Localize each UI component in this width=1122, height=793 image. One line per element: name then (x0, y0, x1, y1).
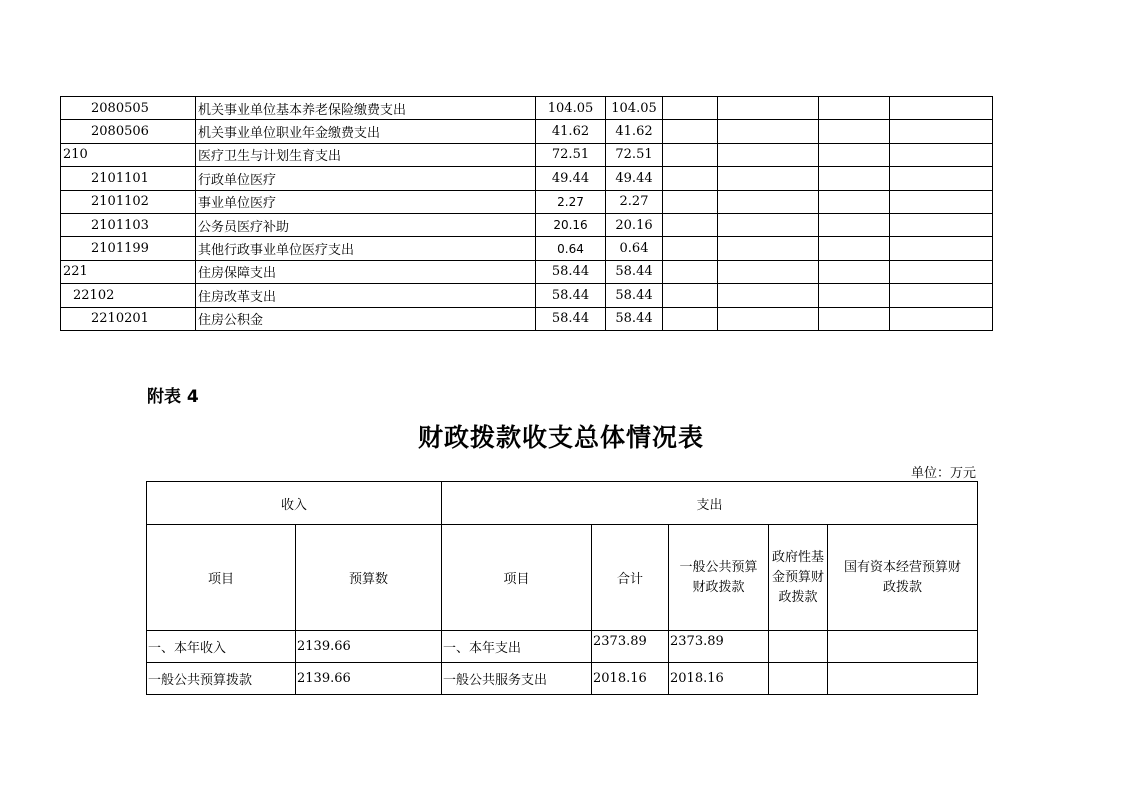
empty-cell (663, 190, 718, 213)
table-row (61, 143, 993, 166)
subject-code: 2080506 (61, 120, 196, 143)
table-row (61, 213, 993, 236)
empty-cell (890, 143, 993, 166)
expense-item: 一、本年支出 (442, 631, 592, 663)
subject-code: 2101101 (61, 167, 196, 190)
expense-total: 2373.89 (592, 631, 669, 663)
amount-basic: 49.44 (606, 167, 663, 190)
subject-code: 2101199 (61, 237, 196, 260)
subject-name: 住房改革支出 (196, 284, 536, 307)
subject-name: 其他行政事业单位医疗支出 (196, 237, 536, 260)
subject-name: 住房公积金 (196, 307, 536, 330)
empty-cell (718, 237, 819, 260)
income-item: 一、本年收入 (147, 631, 296, 663)
empty-cell (890, 284, 993, 307)
empty-cell (718, 260, 819, 283)
amount-basic: 72.51 (606, 143, 663, 166)
empty-cell (718, 213, 819, 236)
table-row (61, 190, 993, 213)
amount-total: 41.62 (536, 120, 606, 143)
col-expense-item: 项目 (442, 525, 592, 631)
col-general-budget: 一般公共预算财政拨款 (669, 525, 769, 631)
table-row (61, 284, 993, 307)
empty-cell (718, 120, 819, 143)
table-row (61, 167, 993, 190)
expense-general-budget: 2373.89 (669, 631, 769, 663)
amount-basic: 20.16 (606, 213, 663, 236)
expense-total: 2018.16 (592, 663, 669, 695)
expense-government-fund (769, 663, 828, 695)
header-expense: 支出 (442, 482, 978, 525)
table-row (61, 237, 993, 260)
empty-cell (890, 213, 993, 236)
empty-cell (718, 167, 819, 190)
table-row (147, 663, 978, 695)
subject-code: 2210201 (61, 307, 196, 330)
amount-total: 58.44 (536, 260, 606, 283)
income-budget: 2139.66 (296, 663, 442, 695)
table-row (61, 307, 993, 330)
page-title: 财政拨款收支总体情况表 (417, 423, 704, 452)
subject-code: 2101102 (61, 190, 196, 213)
empty-cell (819, 260, 890, 283)
empty-cell (663, 213, 718, 236)
empty-cell (890, 260, 993, 283)
empty-cell (663, 284, 718, 307)
empty-cell (890, 190, 993, 213)
subject-name: 机关事业单位职业年金缴费支出 (196, 120, 536, 143)
attachment-label: 附表 4 (147, 387, 199, 407)
table-row (61, 260, 993, 283)
empty-cell (663, 167, 718, 190)
amount-basic: 58.44 (606, 307, 663, 330)
empty-cell (718, 143, 819, 166)
col-income-item: 项目 (147, 525, 296, 631)
amount-basic: 0.64 (606, 237, 663, 260)
amount-basic: 58.44 (606, 284, 663, 307)
amount-total: 58.44 (536, 284, 606, 307)
empty-cell (663, 237, 718, 260)
amount-total: 20.16 (536, 213, 606, 236)
subject-code: 221 (61, 260, 196, 283)
expenditure-detail-table (60, 96, 993, 331)
table-row (61, 97, 993, 120)
empty-cell (663, 97, 718, 120)
amount-total: 2.27 (536, 190, 606, 213)
table-row (147, 631, 978, 663)
empty-cell (890, 120, 993, 143)
subject-code: 210 (61, 143, 196, 166)
header-income: 收入 (147, 482, 442, 525)
amount-basic: 41.62 (606, 120, 663, 143)
subject-name: 行政单位医疗 (196, 167, 536, 190)
col-budget: 预算数 (296, 525, 442, 631)
amount-total: 104.05 (536, 97, 606, 120)
empty-cell (663, 120, 718, 143)
empty-cell (819, 213, 890, 236)
expense-state-capital (828, 631, 978, 663)
amount-total: 58.44 (536, 307, 606, 330)
empty-cell (718, 97, 819, 120)
income-item: 一般公共预算拨款 (147, 663, 296, 695)
col-state-capital: 国有资本经营预算财政拨款 (828, 525, 978, 631)
subject-code: 22102 (61, 284, 196, 307)
empty-cell (718, 190, 819, 213)
subject-name: 事业单位医疗 (196, 190, 536, 213)
subject-name: 机关事业单位基本养老保险缴费支出 (196, 97, 536, 120)
col-government-fund: 政府性基金预算财政拨款 (769, 525, 828, 631)
empty-cell (819, 143, 890, 166)
amount-total: 0.64 (536, 237, 606, 260)
col-total: 合计 (592, 525, 669, 631)
empty-cell (819, 167, 890, 190)
amount-basic: 104.05 (606, 97, 663, 120)
income-budget: 2139.66 (296, 631, 442, 663)
table-row (61, 120, 993, 143)
empty-cell (819, 284, 890, 307)
empty-cell (718, 284, 819, 307)
empty-cell (819, 190, 890, 213)
subject-code: 2101103 (61, 213, 196, 236)
subject-name: 医疗卫生与计划生育支出 (196, 143, 536, 166)
fiscal-appropriation-summary-table (146, 481, 978, 695)
expense-general-budget: 2018.16 (669, 663, 769, 695)
empty-cell (663, 143, 718, 166)
empty-cell (890, 307, 993, 330)
empty-cell (718, 307, 819, 330)
amount-basic: 2.27 (606, 190, 663, 213)
empty-cell (819, 120, 890, 143)
expense-item: 一般公共服务支出 (442, 663, 592, 695)
empty-cell (663, 260, 718, 283)
empty-cell (890, 97, 993, 120)
amount-basic: 58.44 (606, 260, 663, 283)
expense-state-capital (828, 663, 978, 695)
amount-total: 72.51 (536, 143, 606, 166)
expense-government-fund (769, 631, 828, 663)
subject-code: 2080505 (61, 97, 196, 120)
subject-name: 公务员医疗补助 (196, 213, 536, 236)
empty-cell (890, 237, 993, 260)
unit-label: 单位：万元 (910, 466, 976, 481)
empty-cell (819, 237, 890, 260)
empty-cell (663, 307, 718, 330)
subject-name: 住房保障支出 (196, 260, 536, 283)
empty-cell (819, 97, 890, 120)
empty-cell (819, 307, 890, 330)
empty-cell (890, 167, 993, 190)
amount-total: 49.44 (536, 167, 606, 190)
